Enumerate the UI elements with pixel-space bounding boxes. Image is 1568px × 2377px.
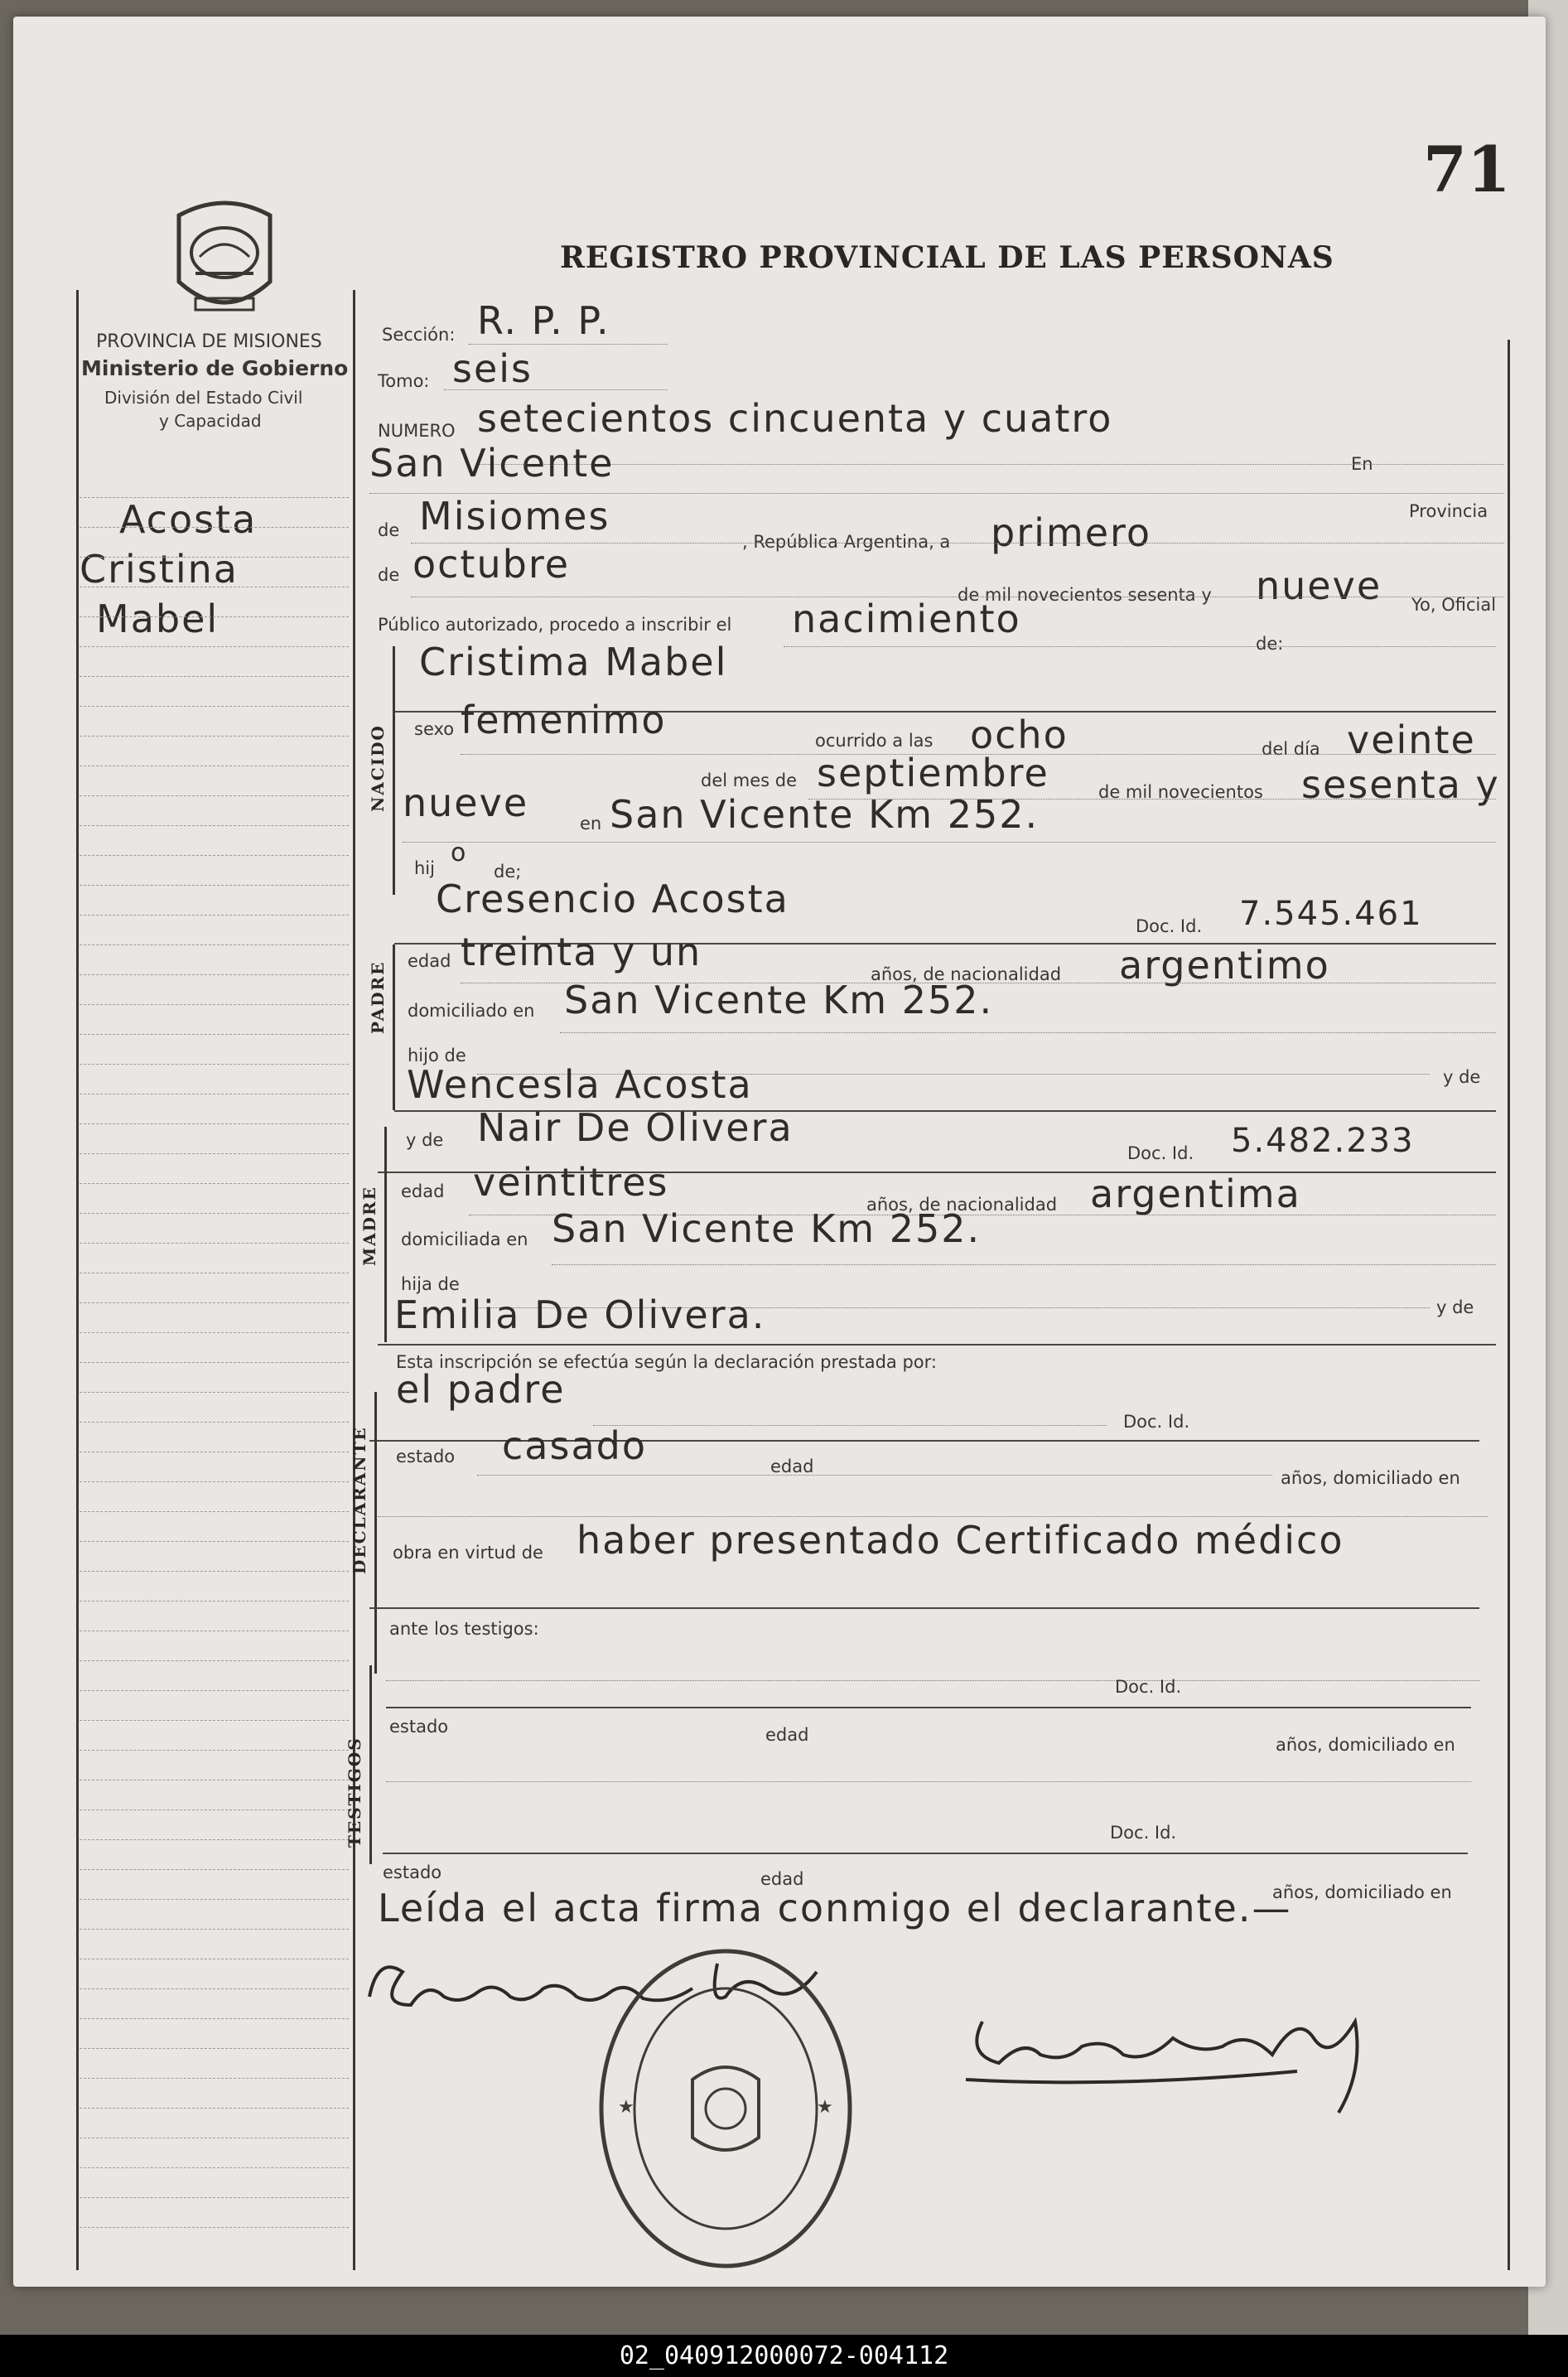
sidebar-ruled-line: [80, 2018, 349, 2020]
sidebar-name-1: Acosta: [119, 497, 258, 542]
sidebar-ruled-line: [80, 736, 349, 737]
sidebar-ruled-line: [80, 1988, 349, 1990]
obra-rule: [369, 1607, 1479, 1609]
sidebar-ruled-line: [80, 1034, 349, 1036]
en-label: En: [1351, 454, 1373, 474]
sidebar-ruled-line: [80, 2048, 349, 2050]
testigo2-rule: [383, 1853, 1468, 1854]
sidebar-ruled-line: [80, 1690, 349, 1692]
madre-padres-value: Emilia De Olivera.: [394, 1292, 766, 1337]
sidebar-ruled-line: [80, 1750, 349, 1751]
sidebar-ruled-line: [80, 1452, 349, 1453]
madre-dom-value: San Vicente Km 252.: [552, 1206, 982, 1251]
tomo-label: Tomo:: [378, 371, 430, 391]
testigo1-line-a: [386, 1680, 1479, 1681]
sidebar-ruled-line: [80, 1481, 349, 1483]
form-right-border: [1508, 340, 1510, 2270]
nacido-inner-border: [393, 646, 395, 895]
sidebar-ruled-line: [80, 2108, 349, 2109]
sidebar-ruled-line: [80, 1899, 349, 1901]
de-mil-label: de mil novecientos sesenta y: [958, 585, 1212, 605]
sidebar-ruled-line: [80, 795, 349, 797]
madre-y-de-label: y de: [406, 1130, 444, 1150]
sidebar-name-2: Cristina: [80, 547, 239, 592]
madre-inner-border: [384, 1127, 387, 1342]
padre-dom-line: [560, 1032, 1496, 1033]
provincia-line: [411, 543, 1504, 544]
sidebar-ruled-line: [80, 1123, 349, 1125]
sidebar-ruled-line: [80, 1302, 349, 1304]
publico-label: Público autorizado, procedo a inscribir el: [378, 615, 732, 635]
sidebar-ruled-line: [80, 1660, 349, 1662]
declarante-estado-line: [477, 1475, 1272, 1476]
yo-oficial-label: Yo, Oficial: [1411, 595, 1497, 615]
sidebar-ruled-line: [80, 1094, 349, 1095]
de-semicolon-label: de;: [494, 862, 522, 882]
sidebar-ruled-line: [80, 1362, 349, 1364]
madre-doc-value: 5.482.233: [1231, 1122, 1415, 1160]
sidebar-ruled-line: [80, 1273, 349, 1274]
sidebar-ruled-line: [80, 1601, 349, 1602]
sidebar-ruled-line: [80, 497, 349, 499]
sidebar-ruled-line: [80, 616, 349, 618]
sidebar-ruled-line: [80, 527, 349, 529]
sidebar-ruled-line: [80, 646, 349, 648]
sidebar-ruled-line: [80, 676, 349, 678]
provincia-label: Provincia: [1409, 501, 1488, 521]
ano-value: nueve: [1256, 563, 1382, 608]
testigo1-edad-label: edad: [765, 1725, 809, 1745]
padre-edad-label: edad: [408, 951, 451, 971]
padre-edad-value: treinta y un: [461, 930, 702, 974]
sidebar-ruled-line: [80, 915, 349, 916]
ano-nac-1-value: sesenta y: [1301, 762, 1500, 807]
sidebar-ruled-line: [80, 825, 349, 827]
madre-y-de-label-2: y de: [1436, 1297, 1474, 1317]
padre-nombre-value: Cresencio Acosta: [436, 877, 789, 921]
sidebar-ruled-line: [80, 766, 349, 767]
testigo1-estado-label: estado: [389, 1717, 449, 1737]
madre-hija-de-label: hija de: [401, 1274, 460, 1294]
cierre-value: Leída el acta firma conmigo el declarante.—: [378, 1886, 1292, 1930]
sidebar-ruled-line: [80, 1213, 349, 1215]
declarante-inner-border: [374, 1392, 377, 1674]
tomo-value: seis: [452, 346, 533, 391]
padre-anos-label: años, de nacionalidad: [871, 964, 1062, 984]
seccion-line: [469, 344, 668, 345]
sidebar-ruled-line: [80, 1869, 349, 1871]
padre-hijo-de-label: hijo de: [408, 1046, 466, 1065]
sidebar-ruled-line: [80, 2167, 349, 2169]
declarante-anos-label: años, domiciliado en: [1281, 1468, 1460, 1488]
declarante-section-label: DECLARANTE: [350, 1426, 369, 1574]
numero-value: setecientos cincuenta y cuatro: [477, 396, 1113, 441]
hijo-label: hij: [414, 858, 435, 878]
declarante-estado-value: casado: [502, 1423, 647, 1468]
testigo1-dom-line: [386, 1781, 1471, 1782]
seccion-value: R. P. P.: [477, 298, 610, 343]
sidebar-ruled-line: [80, 1064, 349, 1065]
sidebar-left-border: [76, 290, 79, 2270]
madre-dom-line: [552, 1264, 1496, 1265]
sidebar-ruled-line: [80, 1839, 349, 1841]
madre-dom-label: domiciliada en: [401, 1230, 528, 1249]
nacido-section-label: NACIDO: [368, 724, 388, 812]
testigo1-anos-label: años, domiciliado en: [1276, 1735, 1455, 1755]
republica-label: , República Argentina, a: [742, 532, 951, 552]
nombre-value: Cristima Mabel: [419, 640, 728, 684]
tomo-line: [444, 389, 668, 390]
sidebar-ruled-line: [80, 2227, 349, 2229]
sidebar-ruled-line: [80, 1422, 349, 1423]
sidebar-division-2: y Capacidad: [159, 411, 262, 431]
declarante-edad-label: edad: [770, 1457, 814, 1476]
sidebar-ruled-line: [80, 1631, 349, 1632]
declarante-line: [593, 1425, 1107, 1426]
numero-line: [477, 464, 1504, 465]
ano-nac-2-value: nueve: [403, 780, 529, 825]
document-title: REGISTRO PROVINCIAL DE LAS PERSONAS: [560, 240, 1334, 275]
sidebar-ruled-line: [80, 1929, 349, 1930]
sidebar-ruled-line: [80, 1332, 349, 1334]
ocurrido-label: ocurrido a las: [815, 731, 934, 751]
madre-section-label: MADRE: [359, 1186, 379, 1266]
dia-value: veinte: [1347, 717, 1476, 762]
hijo-sufijo: o: [451, 838, 468, 867]
acto-line: [784, 646, 1496, 647]
sidebar-ruled-line: [80, 1004, 349, 1006]
padre-padres-value: Wencesla Acosta: [407, 1062, 753, 1107]
obra-value: haber presentado Certificado médico: [577, 1518, 1344, 1563]
testigos-section-label: TESTIGOS: [345, 1737, 364, 1848]
fecha-dia-value: primero: [991, 510, 1152, 555]
de-mil2-label: de mil novecientos: [1098, 782, 1263, 802]
sidebar-ruled-line: [80, 1392, 349, 1394]
testigo2-doc-label: Doc. Id.: [1110, 1823, 1177, 1843]
sidebar-ruled-line: [80, 1809, 349, 1811]
sidebar-ruled-line: [80, 2197, 349, 2199]
madre-doc-label: Doc. Id.: [1127, 1143, 1194, 1163]
sidebar-ruled-line: [80, 1720, 349, 1722]
declarante-estado-label: estado: [396, 1447, 456, 1466]
sidebar-ruled-line: [80, 706, 349, 708]
padre-dom-value: San Vicente Km 252.: [564, 978, 994, 1022]
sidebar-ruled-line: [80, 1541, 349, 1543]
hora-value: ocho: [970, 713, 1069, 757]
sidebar-ruled-line: [80, 1571, 349, 1573]
madre-nac-value: argentima: [1090, 1172, 1301, 1216]
del-mes-label: del mes de: [701, 771, 798, 790]
sidebar-ruled-line: [80, 1959, 349, 1960]
image-caption: 02_040912000072-004112: [619, 2341, 949, 2370]
sidebar-name-3: Mabel: [96, 597, 220, 641]
sidebar-ruled-line: [80, 1511, 349, 1513]
madre-end-rule: [378, 1344, 1496, 1346]
padre-nac-value: argentimo: [1119, 943, 1330, 988]
sexo-label: sexo: [414, 719, 455, 739]
page-number: 71: [1423, 133, 1511, 206]
document-page: [13, 17, 1546, 2287]
seccion-label: Sección:: [382, 325, 456, 345]
declarante-dom-line: [378, 1516, 1488, 1517]
en2-label: en: [580, 814, 602, 833]
testigo2-anos-label: años, domiciliado en: [1272, 1882, 1452, 1902]
padre-doc-label: Doc. Id.: [1136, 916, 1203, 936]
testigo2-edad-label: edad: [760, 1869, 804, 1889]
de-label: de: [378, 520, 400, 540]
madre-anos-label: años, de nacionalidad: [866, 1195, 1058, 1215]
lugar-nac-line: [403, 842, 1496, 843]
sidebar-ruled-line: [80, 587, 349, 588]
sidebar-ruled-line: [80, 1183, 349, 1185]
ante-label: ante los testigos:: [389, 1619, 539, 1639]
fecha-mes-value: octubre: [413, 542, 571, 587]
padre-inner-border: [393, 945, 395, 1110]
testigo1-rule: [386, 1707, 1471, 1708]
testigo2-estado-label: estado: [383, 1862, 442, 1882]
official-signature: [949, 1988, 1413, 2121]
padre-section-label: PADRE: [368, 960, 388, 1034]
de-label-2: de: [378, 565, 400, 585]
numero-label: NUMERO: [378, 421, 456, 441]
de-colon-label: de:: [1256, 634, 1284, 654]
testigos-inner-border: [369, 1665, 372, 1864]
provincia-value: Misiomes: [419, 494, 610, 539]
del-dia-label: del día: [1262, 739, 1320, 759]
svg-text:★: ★: [618, 2097, 634, 2118]
testigo1-doc-label: Doc. Id.: [1115, 1677, 1182, 1697]
declarante-value: el padre: [396, 1367, 566, 1412]
declarante-doc-label: Doc. Id.: [1123, 1412, 1190, 1432]
madre-edad-label: edad: [401, 1181, 445, 1201]
sexo-value: femenimo: [461, 698, 667, 742]
mes-value: septiembre: [817, 751, 1049, 795]
svg-text:★: ★: [817, 2097, 833, 2118]
official-seal: [585, 1939, 866, 2278]
sidebar-ruled-line: [80, 974, 349, 976]
lugar-nac-value: San Vicente Km 252.: [610, 792, 1040, 837]
sidebar-division-1: División del Estado Civil: [104, 388, 303, 408]
sidebar-ruled-line: [80, 885, 349, 887]
padre-dom-label: domiciliado en: [408, 1001, 535, 1021]
padre-doc-value: 7.545.461: [1239, 895, 1423, 933]
sidebar-ruled-line: [80, 2078, 349, 2080]
sidebar-ruled-line: [80, 1243, 349, 1244]
sidebar-ruled-line: [80, 1153, 349, 1155]
lugar-value: San Vicente: [369, 441, 615, 486]
sidebar-province: PROVINCIA DE MISIONES: [96, 331, 322, 352]
obra-label: obra en virtud de: [393, 1543, 543, 1563]
sidebar-ruled-line: [80, 557, 349, 558]
sidebar-ruled-line: [80, 1780, 349, 1781]
esta-inscripcion-label: Esta inscripción se efectúa según la declaración prestada por:: [396, 1352, 937, 1372]
sidebar-ruled-line: [80, 855, 349, 857]
sidebar-ruled-line: [80, 945, 349, 946]
acto-value: nacimiento: [792, 597, 1021, 641]
sidebar-ministry: Ministerio de Gobierno: [81, 356, 349, 380]
padre-y-de-label: y de: [1443, 1067, 1481, 1087]
sidebar-ruled-line: [80, 2138, 349, 2139]
province-emblem: [162, 191, 287, 331]
madre-edad-value: veintitres: [473, 1160, 669, 1205]
madre-nombre-value: Nair De Olivera: [477, 1105, 794, 1150]
